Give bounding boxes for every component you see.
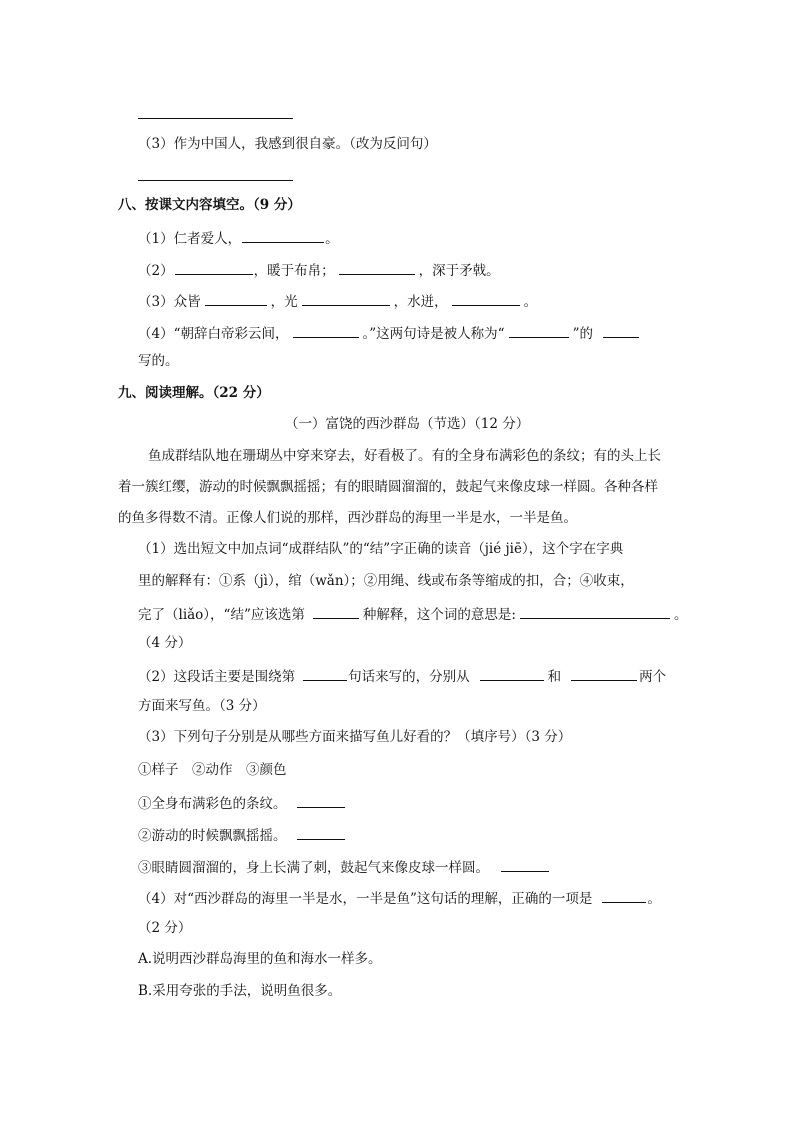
section-8-q3 xyxy=(138,291,537,311)
q-text: 。 xyxy=(647,891,661,907)
answer-blank[interactable] xyxy=(602,888,646,903)
q-text: 。 xyxy=(673,607,688,623)
answer-blank[interactable] xyxy=(297,793,345,808)
reading-q3-s3 xyxy=(138,857,553,877)
prev-question-3-text: （3）作为中国人，我感到很自豪。（改为反问句） xyxy=(138,136,437,152)
passage-text: 着一簇红缨，游动的时候飘飘摇摇；有的眼睛圆溜溜的，鼓起气来像皮球一样圆。各种各样 xyxy=(118,479,658,495)
q-text: （2） xyxy=(138,263,174,279)
q-text: A.说明西沙群岛海里的鱼和海水一样多。 xyxy=(138,951,382,967)
reading-q2 xyxy=(138,666,666,686)
q-text: （3）下列句子分别是从哪些方面来描写鱼儿好看的？（填序号）（3 分） xyxy=(138,729,572,745)
answer-blank[interactable] xyxy=(452,291,520,306)
q-text: （1）选出短文中加点词“成群结队”的“结”字正确的读音（jié jiē），这个字在字典 xyxy=(138,541,624,557)
q-text: ①全身布满彩色的条纹。 xyxy=(138,796,287,812)
q-text: 两个 xyxy=(639,669,667,685)
answer-blank[interactable] xyxy=(501,857,549,872)
q-text: 。 xyxy=(523,294,538,310)
answer-line xyxy=(138,118,293,119)
reading-q1-score xyxy=(138,634,191,652)
q-text: ①样子 ②动作 ③颜色 xyxy=(138,762,287,778)
section-8-title xyxy=(118,196,301,214)
q-text: 方面来写鱼。（3 分） xyxy=(138,698,266,714)
section-9-title xyxy=(118,384,270,402)
reading-q3-s1 xyxy=(138,793,349,813)
answer-blank[interactable] xyxy=(205,291,267,306)
q-text: ，暖于布帛； xyxy=(253,263,335,279)
section-8-q2 xyxy=(138,260,500,280)
q-text: 句话来写的，分别从 xyxy=(348,669,470,685)
q-text: 写的。 xyxy=(138,353,179,369)
section-9-title-text: 九、阅读理解。（22 分） xyxy=(118,385,270,401)
reading-q3-options xyxy=(138,761,287,779)
answer-blank[interactable] xyxy=(302,291,390,306)
passage-text: 的鱼多得数不清。正像人们说的那样，西沙群岛的海里一半是水，一半是鱼。 xyxy=(118,510,577,526)
q-text: 里的解释有：①系（jì），绾（wǎn）；②用绳、线或布条等缩成的扣，合；④收束， xyxy=(138,573,634,589)
answer-blank[interactable] xyxy=(603,323,639,338)
section-8-title-text: 八、按课文内容填空。（9 分） xyxy=(118,197,301,213)
q-text: ”的 xyxy=(572,326,593,342)
answer-line xyxy=(138,180,293,181)
passage-line xyxy=(118,478,658,496)
q-text: （4）对“西沙群岛的海里一半是水，一半是鱼”这句话的理解，正确的一项是 xyxy=(138,891,593,907)
reading-q1 xyxy=(138,572,634,590)
reading-q4-option-a xyxy=(138,950,382,968)
q-text: ，深于矛戟。 xyxy=(418,263,500,279)
q-text: 完了（liǎo），“结”应该选第 xyxy=(138,607,305,623)
passage-title xyxy=(285,415,529,433)
reading-q1 xyxy=(138,540,623,558)
answer-blank[interactable] xyxy=(297,825,345,840)
answer-blank[interactable] xyxy=(480,666,544,681)
reading-q3-s2 xyxy=(138,825,349,845)
q-text: （4）“朝辞白帝彩云间， xyxy=(138,326,289,342)
answer-blank[interactable] xyxy=(303,666,347,681)
q-text: 。”这两句诗是被人称为“ xyxy=(362,326,505,342)
prev-question-3 xyxy=(138,135,437,153)
q-text: ，水迸， xyxy=(393,294,448,310)
reading-q1 xyxy=(138,604,687,624)
passage-line xyxy=(118,509,577,527)
q-text: （4 分） xyxy=(138,635,192,651)
q-text: （1）仁者爱人， xyxy=(138,231,242,247)
reading-q4 xyxy=(138,888,661,908)
q-text: 和 xyxy=(547,669,562,685)
section-8-q4 xyxy=(138,323,643,343)
q-text: （3）众皆 xyxy=(138,294,201,310)
section-8-q4-cont xyxy=(138,352,179,370)
passage-title-text: （一）富饶的西沙群岛（节选）（12 分） xyxy=(285,416,530,432)
section-8-q1 xyxy=(138,228,339,248)
q-text: 。 xyxy=(325,231,339,247)
answer-blank[interactable] xyxy=(509,323,569,338)
q-text: 种解释，这个词的意思是: xyxy=(362,607,516,623)
reading-q4-score xyxy=(138,919,191,937)
passage-line xyxy=(148,447,661,465)
answer-blank[interactable] xyxy=(571,666,637,681)
answer-blank[interactable] xyxy=(293,323,359,338)
reading-q3 xyxy=(138,728,571,746)
q-text: ③眼睛圆溜溜的，身上长满了刺，鼓起气来像皮球一样圆。 xyxy=(138,860,489,876)
q-text: （2 分） xyxy=(138,920,192,936)
answer-blank[interactable] xyxy=(520,604,670,619)
q-text: （2）这段话主要是围绕第 xyxy=(138,669,296,685)
answer-blank[interactable] xyxy=(242,228,324,243)
answer-blank[interactable] xyxy=(339,260,415,275)
q-text: B.采用夸张的手法，说明鱼很多。 xyxy=(138,983,342,999)
reading-q4-option-b xyxy=(138,982,341,1000)
q-text: ，光 xyxy=(270,294,298,310)
answer-blank[interactable] xyxy=(313,604,359,619)
reading-q2-cont xyxy=(138,697,266,715)
q-text: ②游动的时候飘飘摇摇。 xyxy=(138,828,287,844)
passage-text: 鱼成群结队地在珊瑚丛中穿来穿去，好看极了。有的全身布满彩色的条纹；有的头上长 xyxy=(148,448,661,464)
answer-blank[interactable] xyxy=(175,260,253,275)
